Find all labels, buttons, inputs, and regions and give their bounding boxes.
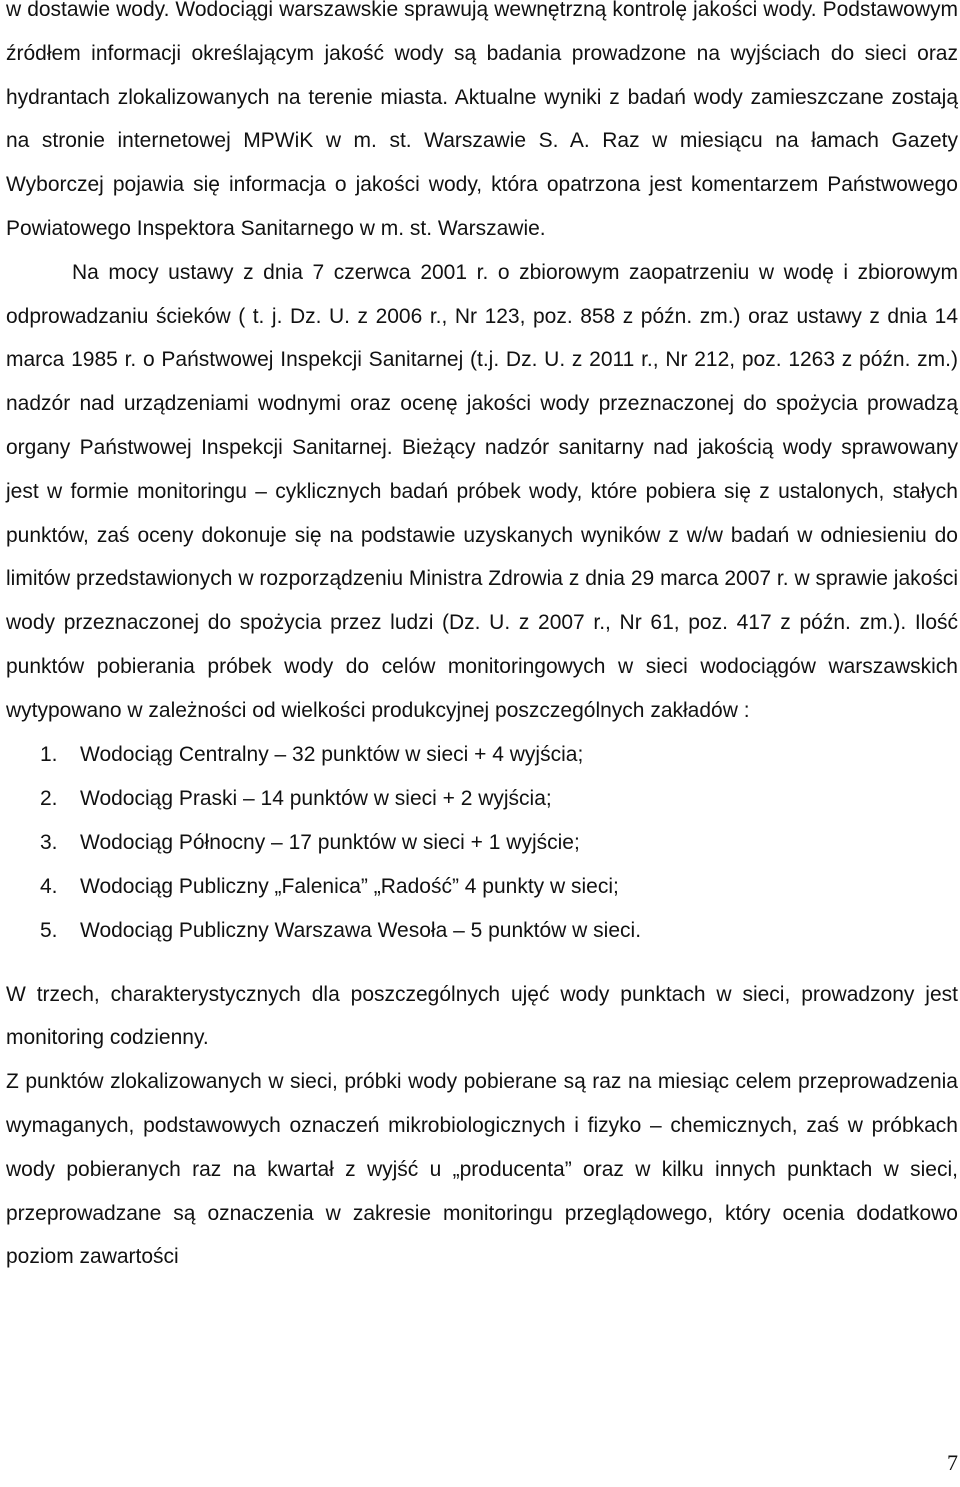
list-item-number: 4. [40,874,58,898]
list-item-number: 5. [40,918,58,942]
list-item [40,777,958,821]
paragraph-water-quality-control: w dostawie wody. Wodociągi warszawskie sprawują wewnętrzną kontrolę jakości wody. Podstawowym źródłem informacji określającym jakość wody są badania prowadzone na wyjściach do sieci oraz hydrantach zlokalizowanych na terenie miasta. Aktualne wyniki z badań wody zamieszczane zostają na stronie internetowej MPWiK w m. st. Warszawie S. A. Raz w miesiącu na łamach Gazety Wyborczej pojawia się informacja o jakości wody, która opatrzona jest komentarzem Państwowego Powiatowego Inspektora Sanitarnego w m. st. Warszawie. [6,0,958,240]
list-item-number: 1. [40,742,58,766]
paragraph-legal-basis: Na mocy ustawy z dnia 7 czerwca 2001 r. o zbiorowym zaopatrzeniu w wodę i zbiorowym odprowadzaniu ścieków ( t. j. Dz. U. z 2006 r., Nr 123, poz. 858 z późn. zm.) oraz ustawy z dnia 14 marca 1985 r. o Państwowej Inspekcji Sanitarnej (t.j. Dz. U. z 2011 r., Nr 212, poz. 1263 z późn. zm.) nadzór nad urządzeniami wodnymi oraz ocenę jakości wody przeznaczonej do spożycia prowadzą organy Państwowej Inspekcji Sanitarnej. Bieżący nadzór sanitarny nad jakością wody sprawowany jest w formie monitoringu – cyklicznych badań próbek wody, które pobiera się z ustalonych, stałych punktów, zaś oceny dokonuje się na podstawie uzyskanych wyników z w/w badań w odniesieniu do limitów przedstawionych w rozporządzeniu Ministra Zdrowia z dnia 29 marca 2007 r. w sprawie jakości wody przeznaczonej do spożycia przez ludzi (Dz. U. z 2007 r., Nr 61, poz. 417 z późn. zm.). Ilość punktów pobierania próbek wody do celów monitoringowych w sieci wodociągów warszawskich wytypowano w zależności od wielkości produkcyjnej poszczególnych zakładów : [6,260,958,722]
list-item-text: Wodociąg Publiczny Warszawa Wesoła – 5 punktów w sieci. [80,918,642,942]
list-item-number: 2. [40,786,58,810]
list-item-text: Wodociąg Publiczny „Falenica” „Radość” 4 punkty w sieci; [80,874,619,898]
spacer [6,953,958,973]
list-item [40,865,958,909]
paragraph-daily-monitoring: W trzech, charakterystycznych dla poszczególnych ujęć wody punktach w sieci, prowadzony jest monitoring codzienny. [6,982,958,1050]
list-item [40,821,958,865]
list-item-text: Wodociąg Praski – 14 punktów w sieci + 2 wyjścia; [80,786,552,810]
document-page [6,0,958,1487]
list-item-number: 3. [40,830,58,854]
waterworks-list [6,733,958,953]
list-item-text: Wodociąg Północny – 17 punktów w sieci + 1 wyjście; [80,830,580,854]
page-number: 7 [947,1450,958,1475]
paragraph-sampling-schedule: Z punktów zlokalizowanych w sieci, próbki wody pobierane są raz na miesiąc celem przeprowadzenia wymaganych, podstawowych oznaczeń mikrobiologicznych i fizyko – chemicznych, zaś w próbkach wody pobieranych raz na kwartał z wyjść u „producenta” oraz w kilku innych punktach w sieci, przeprowadzane są oznaczenia w zakresie monitoringu przeglądowego, który ocenia dodatkowo poziom zawartości [6,1070,958,1269]
list-item [40,909,958,953]
list-item [40,733,958,777]
list-item-text: Wodociąg Centralny – 32 punktów w sieci + 4 wyjścia; [80,742,584,766]
